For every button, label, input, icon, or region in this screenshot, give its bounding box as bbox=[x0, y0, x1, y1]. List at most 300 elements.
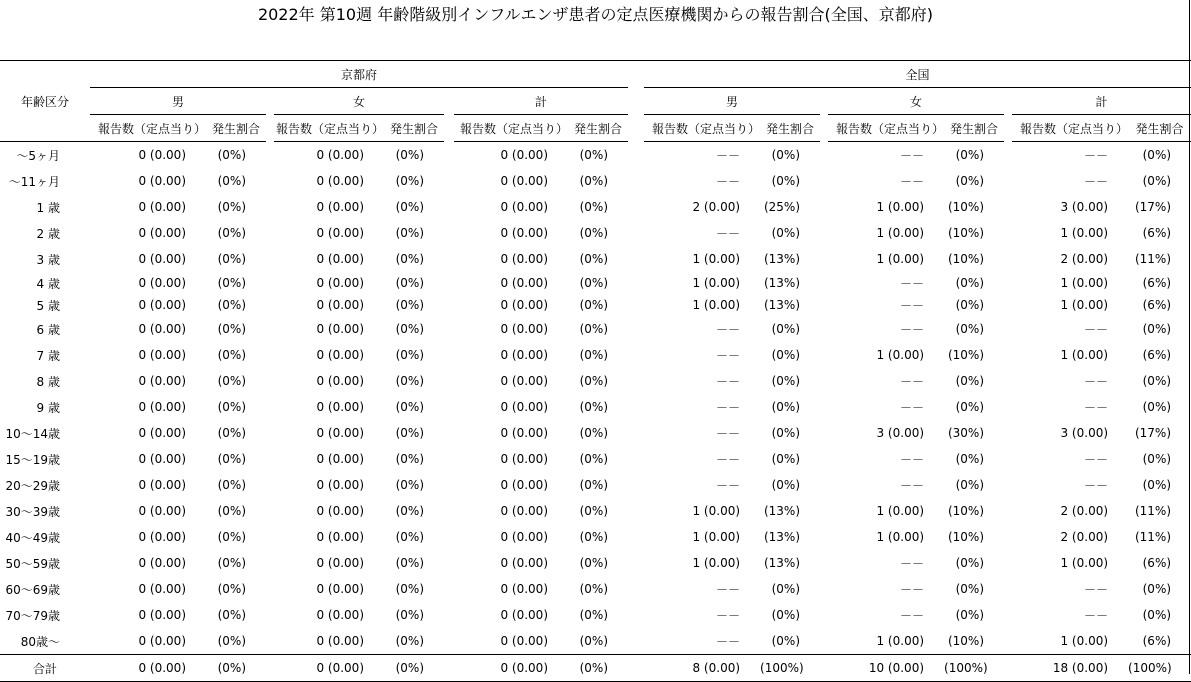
age-label: 合計 bbox=[0, 655, 90, 682]
report-count-cell: 0 (0.00) bbox=[316, 276, 364, 290]
report-count-cell: 0 (0.00) bbox=[500, 452, 548, 466]
column-gap bbox=[1004, 655, 1012, 682]
rate-cell: (0%) bbox=[395, 452, 424, 466]
rate-cell: (0%) bbox=[579, 322, 609, 336]
column-gap bbox=[266, 524, 274, 550]
report-count-cell: 2 (0.00) bbox=[1060, 530, 1109, 544]
age-label: 5 歳 bbox=[36, 298, 60, 313]
report-count-cell: 0 (0.00) bbox=[138, 452, 186, 466]
column-gap bbox=[820, 576, 828, 602]
rate-cell: (13%) bbox=[763, 556, 801, 570]
rate-cell: (0%) bbox=[579, 298, 609, 312]
column-gap bbox=[266, 550, 274, 576]
rate-cell: (100%) bbox=[944, 655, 1004, 682]
column-gap bbox=[820, 294, 828, 316]
rate-cell: (0%) bbox=[579, 608, 609, 622]
rate-cell: (6%) bbox=[1142, 634, 1172, 648]
header-rate: 発生割合 bbox=[206, 115, 266, 142]
rate-cell: (13%) bbox=[763, 298, 801, 312]
report-count-cell: 0 (0.00) bbox=[316, 322, 364, 336]
table-row bbox=[0, 194, 1191, 220]
column-gap bbox=[820, 220, 828, 246]
report-count-cell: 0 (0.00) bbox=[500, 298, 548, 312]
rate-cell: (11%) bbox=[1134, 530, 1172, 544]
table-row bbox=[0, 246, 1191, 272]
report-count-cell: 0 (0.00) bbox=[138, 530, 186, 544]
report-count-cell: －－ bbox=[716, 400, 741, 415]
column-gap bbox=[266, 472, 274, 498]
report-count-cell: －－ bbox=[716, 478, 741, 493]
report-count-cell: －－ bbox=[716, 634, 741, 649]
report-count-cell: 0 (0.00) bbox=[138, 276, 186, 290]
age-label: 3 歳 bbox=[36, 252, 60, 267]
rate-cell: (0%) bbox=[771, 226, 801, 240]
report-count-cell: 0 (0.00) bbox=[138, 148, 186, 162]
column-gap bbox=[444, 194, 454, 220]
report-count-cell: 0 (0.00) bbox=[138, 252, 186, 266]
column-gap bbox=[628, 628, 644, 655]
age-label: 1 歳 bbox=[36, 200, 60, 215]
report-count-cell: 0 (0.00) bbox=[500, 322, 548, 336]
rate-cell: (0%) bbox=[217, 276, 246, 290]
report-count-cell: －－ bbox=[716, 426, 741, 441]
rate-cell: (30%) bbox=[947, 426, 985, 440]
column-gap bbox=[628, 446, 644, 472]
column-gap bbox=[820, 316, 828, 342]
table-row bbox=[0, 142, 1191, 169]
rate-cell: (0%) bbox=[955, 322, 985, 336]
rate-cell: (0%) bbox=[217, 348, 246, 362]
rate-cell: (0%) bbox=[395, 348, 424, 362]
rate-cell: (0%) bbox=[579, 582, 609, 596]
report-count-cell: －－ bbox=[900, 582, 925, 597]
rate-cell: (0%) bbox=[217, 556, 246, 570]
report-count-cell: 3 (0.00) bbox=[1060, 426, 1109, 440]
column-gap bbox=[820, 368, 828, 394]
rate-cell: (0%) bbox=[1142, 582, 1172, 596]
column-gap bbox=[266, 246, 274, 272]
rate-cell: (0%) bbox=[217, 608, 246, 622]
report-count-cell: 0 (0.00) bbox=[500, 374, 548, 388]
report-count-cell: 1 (0.00) bbox=[692, 298, 741, 312]
rate-cell: (0%) bbox=[395, 226, 424, 240]
report-count-cell: 0 (0.00) bbox=[274, 655, 384, 682]
rate-cell: (17%) bbox=[1134, 200, 1172, 214]
column-gap bbox=[820, 420, 828, 446]
column-gap bbox=[266, 168, 274, 194]
report-count-cell: 0 (0.00) bbox=[138, 556, 186, 570]
table-row bbox=[0, 498, 1191, 524]
rate-cell: (11%) bbox=[1134, 504, 1172, 518]
report-count-cell: 0 (0.00) bbox=[138, 582, 186, 596]
rate-cell: (0%) bbox=[771, 374, 801, 388]
total-row bbox=[0, 655, 1191, 682]
rate-cell: (0%) bbox=[955, 582, 985, 596]
column-gap bbox=[1004, 446, 1012, 472]
rate-cell: (0%) bbox=[395, 276, 424, 290]
rate-cell: (0%) bbox=[771, 452, 801, 466]
report-count-cell: －－ bbox=[900, 556, 925, 571]
rate-cell: (100%) bbox=[1128, 655, 1191, 682]
column-gap bbox=[820, 342, 828, 368]
column-gap bbox=[444, 420, 454, 446]
table-row bbox=[0, 446, 1191, 472]
report-count-cell: 0 (0.00) bbox=[138, 348, 186, 362]
rate-cell: (0%) bbox=[1142, 608, 1172, 622]
report-count-cell: 0 (0.00) bbox=[316, 348, 364, 362]
rate-cell: (13%) bbox=[763, 530, 801, 544]
report-count-cell: 0 (0.00) bbox=[316, 174, 364, 188]
header-region-gap bbox=[628, 61, 644, 88]
age-label: 8 歳 bbox=[36, 374, 60, 389]
rate-cell: (0%) bbox=[1142, 174, 1172, 188]
report-count-cell: －－ bbox=[900, 148, 925, 163]
column-gap bbox=[820, 655, 828, 682]
report-count-cell: 0 (0.00) bbox=[316, 608, 364, 622]
rate-cell: (0%) bbox=[771, 174, 801, 188]
header-rate: 発生割合 bbox=[944, 115, 1004, 142]
column-gap bbox=[444, 342, 454, 368]
column-gap bbox=[266, 446, 274, 472]
column-gap bbox=[444, 602, 454, 628]
report-count-cell: 0 (0.00) bbox=[138, 226, 186, 240]
age-label: 2 歳 bbox=[36, 226, 60, 241]
column-gap bbox=[628, 368, 644, 394]
age-label: 40～49歳 bbox=[5, 530, 60, 545]
report-count-cell: －－ bbox=[716, 322, 741, 337]
column-gap bbox=[820, 142, 828, 169]
column-gap bbox=[820, 550, 828, 576]
column-gap bbox=[820, 246, 828, 272]
rate-cell: (0%) bbox=[955, 276, 985, 290]
report-count-cell: 1 (0.00) bbox=[1060, 298, 1109, 312]
report-count-cell: 0 (0.00) bbox=[500, 478, 548, 492]
report-count-cell: －－ bbox=[1084, 148, 1109, 163]
report-count-cell: －－ bbox=[900, 400, 925, 415]
header-region-kyoto: 京都府 bbox=[90, 61, 628, 88]
rate-cell: (0%) bbox=[395, 582, 424, 596]
report-count-cell: 1 (0.00) bbox=[876, 252, 925, 266]
rate-cell: (0%) bbox=[771, 608, 801, 622]
rate-cell: (0%) bbox=[217, 582, 246, 596]
rate-cell: (0%) bbox=[579, 174, 609, 188]
report-count-cell: 2 (0.00) bbox=[1060, 504, 1109, 518]
report-count-cell: 0 (0.00) bbox=[316, 504, 364, 518]
age-label: 4 歳 bbox=[36, 276, 60, 291]
rate-cell: (0%) bbox=[217, 226, 246, 240]
column-gap bbox=[1004, 342, 1012, 368]
rate-cell: (0%) bbox=[1142, 322, 1172, 336]
age-label: 9 歳 bbox=[36, 400, 60, 415]
report-count-cell: －－ bbox=[900, 478, 925, 493]
age-label: 20～29歳 bbox=[5, 478, 60, 493]
column-gap bbox=[820, 194, 828, 220]
report-count-cell: 0 (0.00) bbox=[138, 634, 186, 648]
report-count-cell: 0 (0.00) bbox=[500, 252, 548, 266]
column-gap bbox=[628, 420, 644, 446]
header-rate: 発生割合 bbox=[568, 115, 628, 142]
report-count-cell: 3 (0.00) bbox=[876, 426, 925, 440]
report-count-cell: 0 (0.00) bbox=[500, 582, 548, 596]
column-gap bbox=[628, 246, 644, 272]
report-count-cell: －－ bbox=[716, 608, 741, 623]
report-count-cell: －－ bbox=[1084, 374, 1109, 389]
header-kyoto-total: 計 bbox=[454, 88, 628, 115]
header-kyoto-female: 女 bbox=[274, 88, 444, 115]
report-count-cell: －－ bbox=[716, 374, 741, 389]
rate-cell: (0%) bbox=[579, 252, 609, 266]
rate-cell: (0%) bbox=[217, 400, 246, 414]
report-count-cell: 2 (0.00) bbox=[1060, 252, 1109, 266]
report-count-cell: 1 (0.00) bbox=[692, 504, 741, 518]
rate-cell: (0%) bbox=[579, 504, 609, 518]
rate-cell: (0%) bbox=[771, 634, 801, 648]
report-count-cell: －－ bbox=[716, 148, 741, 163]
report-count-cell: 3 (0.00) bbox=[1060, 200, 1109, 214]
report-count-cell: －－ bbox=[1084, 400, 1109, 415]
column-gap bbox=[628, 498, 644, 524]
table-row bbox=[0, 576, 1191, 602]
report-count-cell: －－ bbox=[1084, 322, 1109, 337]
rate-cell: (25%) bbox=[763, 200, 801, 214]
report-count-cell: 0 (0.00) bbox=[316, 148, 364, 162]
rate-cell: (0%) bbox=[395, 374, 424, 388]
column-gap bbox=[820, 498, 828, 524]
column-gap bbox=[1004, 220, 1012, 246]
report-count-cell: 0 (0.00) bbox=[138, 174, 186, 188]
report-count-cell: 0 (0.00) bbox=[316, 200, 364, 214]
report-count-cell: 0 (0.00) bbox=[316, 530, 364, 544]
rate-cell: (0%) bbox=[955, 400, 985, 414]
age-label: ～11ヶ月 bbox=[8, 174, 60, 189]
report-count-cell: －－ bbox=[1084, 478, 1109, 493]
column-gap bbox=[444, 655, 454, 682]
column-gap bbox=[1004, 294, 1012, 316]
column-gap bbox=[820, 394, 828, 420]
column-gap bbox=[628, 524, 644, 550]
report-count-cell: 1 (0.00) bbox=[1060, 634, 1109, 648]
rate-cell: (0%) bbox=[217, 298, 246, 312]
header-national-male: 男 bbox=[644, 88, 820, 115]
rate-cell: (0%) bbox=[579, 148, 609, 162]
rate-cell: (13%) bbox=[763, 276, 801, 290]
rate-cell: (0%) bbox=[395, 252, 424, 266]
column-gap bbox=[1004, 550, 1012, 576]
rate-cell: (0%) bbox=[771, 322, 801, 336]
column-gap bbox=[444, 394, 454, 420]
column-gap bbox=[1004, 246, 1012, 272]
age-label: 50～59歳 bbox=[5, 556, 60, 571]
age-label: 30～39歳 bbox=[5, 504, 60, 519]
report-count-cell: 0 (0.00) bbox=[500, 530, 548, 544]
column-gap bbox=[444, 168, 454, 194]
rate-cell: (0%) bbox=[384, 655, 444, 682]
column-gap bbox=[628, 294, 644, 316]
rate-cell: (0%) bbox=[1142, 374, 1172, 388]
rate-cell: (0%) bbox=[395, 426, 424, 440]
rate-cell: (0%) bbox=[217, 478, 246, 492]
table-row bbox=[0, 294, 1191, 316]
age-label: 10～14歳 bbox=[5, 426, 60, 441]
rate-cell: (0%) bbox=[217, 530, 246, 544]
page-title: 2022年 第10週 年齢階級別インフルエンザ患者の定点医療機関からの報告割合(全国、京都府) bbox=[257, 5, 934, 24]
column-gap bbox=[444, 550, 454, 576]
column-gap bbox=[444, 220, 454, 246]
rate-cell: (0%) bbox=[955, 148, 985, 162]
age-label: ～5ヶ月 bbox=[16, 148, 60, 163]
rate-cell: (100%) bbox=[760, 655, 820, 682]
rate-cell: (10%) bbox=[947, 226, 985, 240]
report-count-cell: －－ bbox=[900, 374, 925, 389]
rate-cell: (0%) bbox=[955, 298, 985, 312]
column-gap bbox=[1004, 628, 1012, 655]
column-gap bbox=[444, 368, 454, 394]
report-count-cell: 1 (0.00) bbox=[692, 252, 741, 266]
report-count-cell: 0 (0.00) bbox=[316, 478, 364, 492]
column-gap bbox=[444, 524, 454, 550]
column-gap bbox=[444, 628, 454, 655]
rate-cell: (0%) bbox=[395, 400, 424, 414]
report-count-cell: 0 (0.00) bbox=[138, 322, 186, 336]
report-count-cell: 0 (0.00) bbox=[316, 374, 364, 388]
column-gap bbox=[628, 394, 644, 420]
rate-cell: (6%) bbox=[1142, 348, 1172, 362]
table-row bbox=[0, 168, 1191, 194]
report-count-cell: －－ bbox=[900, 608, 925, 623]
rate-cell: (0%) bbox=[771, 582, 801, 596]
column-gap bbox=[444, 246, 454, 272]
rate-cell: (0%) bbox=[579, 530, 609, 544]
rate-cell: (0%) bbox=[579, 452, 609, 466]
report-count-cell: 0 (0.00) bbox=[90, 655, 206, 682]
header-reports: 報告数（定点当り） bbox=[828, 115, 944, 142]
rate-cell: (0%) bbox=[395, 634, 424, 648]
column-gap bbox=[1004, 316, 1012, 342]
report-count-cell: －－ bbox=[900, 452, 925, 467]
table-row bbox=[0, 342, 1191, 368]
column-gap bbox=[266, 394, 274, 420]
header-reports: 報告数（定点当り） bbox=[274, 115, 384, 142]
column-gap bbox=[1004, 420, 1012, 446]
report-count-cell: －－ bbox=[716, 348, 741, 363]
report-count-cell: 1 (0.00) bbox=[692, 276, 741, 290]
rate-cell: (17%) bbox=[1134, 426, 1172, 440]
column-gap bbox=[266, 272, 274, 294]
rate-cell: (0%) bbox=[395, 478, 424, 492]
column-gap bbox=[266, 342, 274, 368]
report-count-cell: 0 (0.00) bbox=[500, 226, 548, 240]
column-gap bbox=[820, 168, 828, 194]
column-gap bbox=[628, 342, 644, 368]
report-count-cell: 0 (0.00) bbox=[500, 200, 548, 214]
report-count-cell: 0 (0.00) bbox=[138, 374, 186, 388]
report-count-cell: 0 (0.00) bbox=[454, 655, 568, 682]
rate-cell: (10%) bbox=[947, 504, 985, 518]
header-rate: 発生割合 bbox=[384, 115, 444, 142]
column-gap bbox=[1004, 142, 1012, 169]
rate-cell: (0%) bbox=[568, 655, 628, 682]
report-count-cell: 1 (0.00) bbox=[1060, 276, 1109, 290]
column-gap bbox=[628, 168, 644, 194]
report-count-cell: 1 (0.00) bbox=[876, 504, 925, 518]
rate-cell: (0%) bbox=[771, 348, 801, 362]
report-count-cell: 1 (0.00) bbox=[692, 530, 741, 544]
column-gap bbox=[820, 472, 828, 498]
report-count-cell: －－ bbox=[900, 174, 925, 189]
rate-cell: (0%) bbox=[217, 504, 246, 518]
header-row-sex bbox=[0, 88, 1191, 115]
table-row bbox=[0, 394, 1191, 420]
report-count-cell: 0 (0.00) bbox=[316, 556, 364, 570]
rate-cell: (0%) bbox=[579, 556, 609, 570]
age-label: 60～69歳 bbox=[5, 582, 60, 597]
column-gap bbox=[628, 194, 644, 220]
rate-cell: (0%) bbox=[395, 504, 424, 518]
report-count-cell: －－ bbox=[716, 582, 741, 597]
rate-cell: (0%) bbox=[955, 452, 985, 466]
report-count-cell: 1 (0.00) bbox=[1060, 556, 1109, 570]
table-row bbox=[0, 550, 1191, 576]
report-count-cell: 0 (0.00) bbox=[316, 582, 364, 596]
rate-cell: (10%) bbox=[947, 634, 985, 648]
report-count-cell: 0 (0.00) bbox=[138, 298, 186, 312]
column-gap bbox=[266, 655, 274, 682]
rate-cell: (0%) bbox=[395, 556, 424, 570]
influenza-age-table bbox=[0, 60, 1191, 682]
report-count-cell: 0 (0.00) bbox=[500, 276, 548, 290]
column-gap bbox=[444, 294, 454, 316]
report-count-cell: －－ bbox=[900, 298, 925, 313]
header-age-underline bbox=[0, 115, 90, 142]
rate-cell: (0%) bbox=[771, 478, 801, 492]
column-gap bbox=[444, 316, 454, 342]
rate-cell: (0%) bbox=[217, 200, 246, 214]
report-count-cell: 18 (0.00) bbox=[1012, 655, 1128, 682]
rate-cell: (13%) bbox=[763, 504, 801, 518]
header-rate: 発生割合 bbox=[1128, 115, 1191, 142]
report-count-cell: －－ bbox=[900, 276, 925, 291]
rate-cell: (0%) bbox=[579, 400, 609, 414]
table-row bbox=[0, 524, 1191, 550]
column-gap bbox=[820, 602, 828, 628]
rate-cell: (0%) bbox=[579, 200, 609, 214]
header-reports: 報告数（定点当り） bbox=[454, 115, 568, 142]
age-label: 70～79歳 bbox=[5, 608, 60, 623]
report-count-cell: 0 (0.00) bbox=[500, 608, 548, 622]
table-row bbox=[0, 628, 1191, 655]
rate-cell: (6%) bbox=[1142, 276, 1172, 290]
report-count-cell: －－ bbox=[1084, 452, 1109, 467]
report-count-cell: 8 (0.00) bbox=[644, 655, 760, 682]
report-count-cell: 0 (0.00) bbox=[316, 426, 364, 440]
column-gap bbox=[820, 524, 828, 550]
table-row bbox=[0, 316, 1191, 342]
header-row-columns bbox=[0, 115, 1191, 142]
rate-cell: (10%) bbox=[947, 530, 985, 544]
report-count-cell: 0 (0.00) bbox=[500, 148, 548, 162]
rate-cell: (0%) bbox=[579, 634, 609, 648]
rate-cell: (6%) bbox=[1142, 556, 1172, 570]
report-count-cell: 0 (0.00) bbox=[138, 608, 186, 622]
header-reports: 報告数（定点当り） bbox=[90, 115, 206, 142]
rate-cell: (0%) bbox=[1142, 400, 1172, 414]
rate-cell: (0%) bbox=[217, 174, 246, 188]
rate-cell: (0%) bbox=[217, 452, 246, 466]
column-gap bbox=[1004, 168, 1012, 194]
column-gap bbox=[266, 628, 274, 655]
report-count-cell: 1 (0.00) bbox=[1060, 348, 1109, 362]
column-gap bbox=[820, 628, 828, 655]
